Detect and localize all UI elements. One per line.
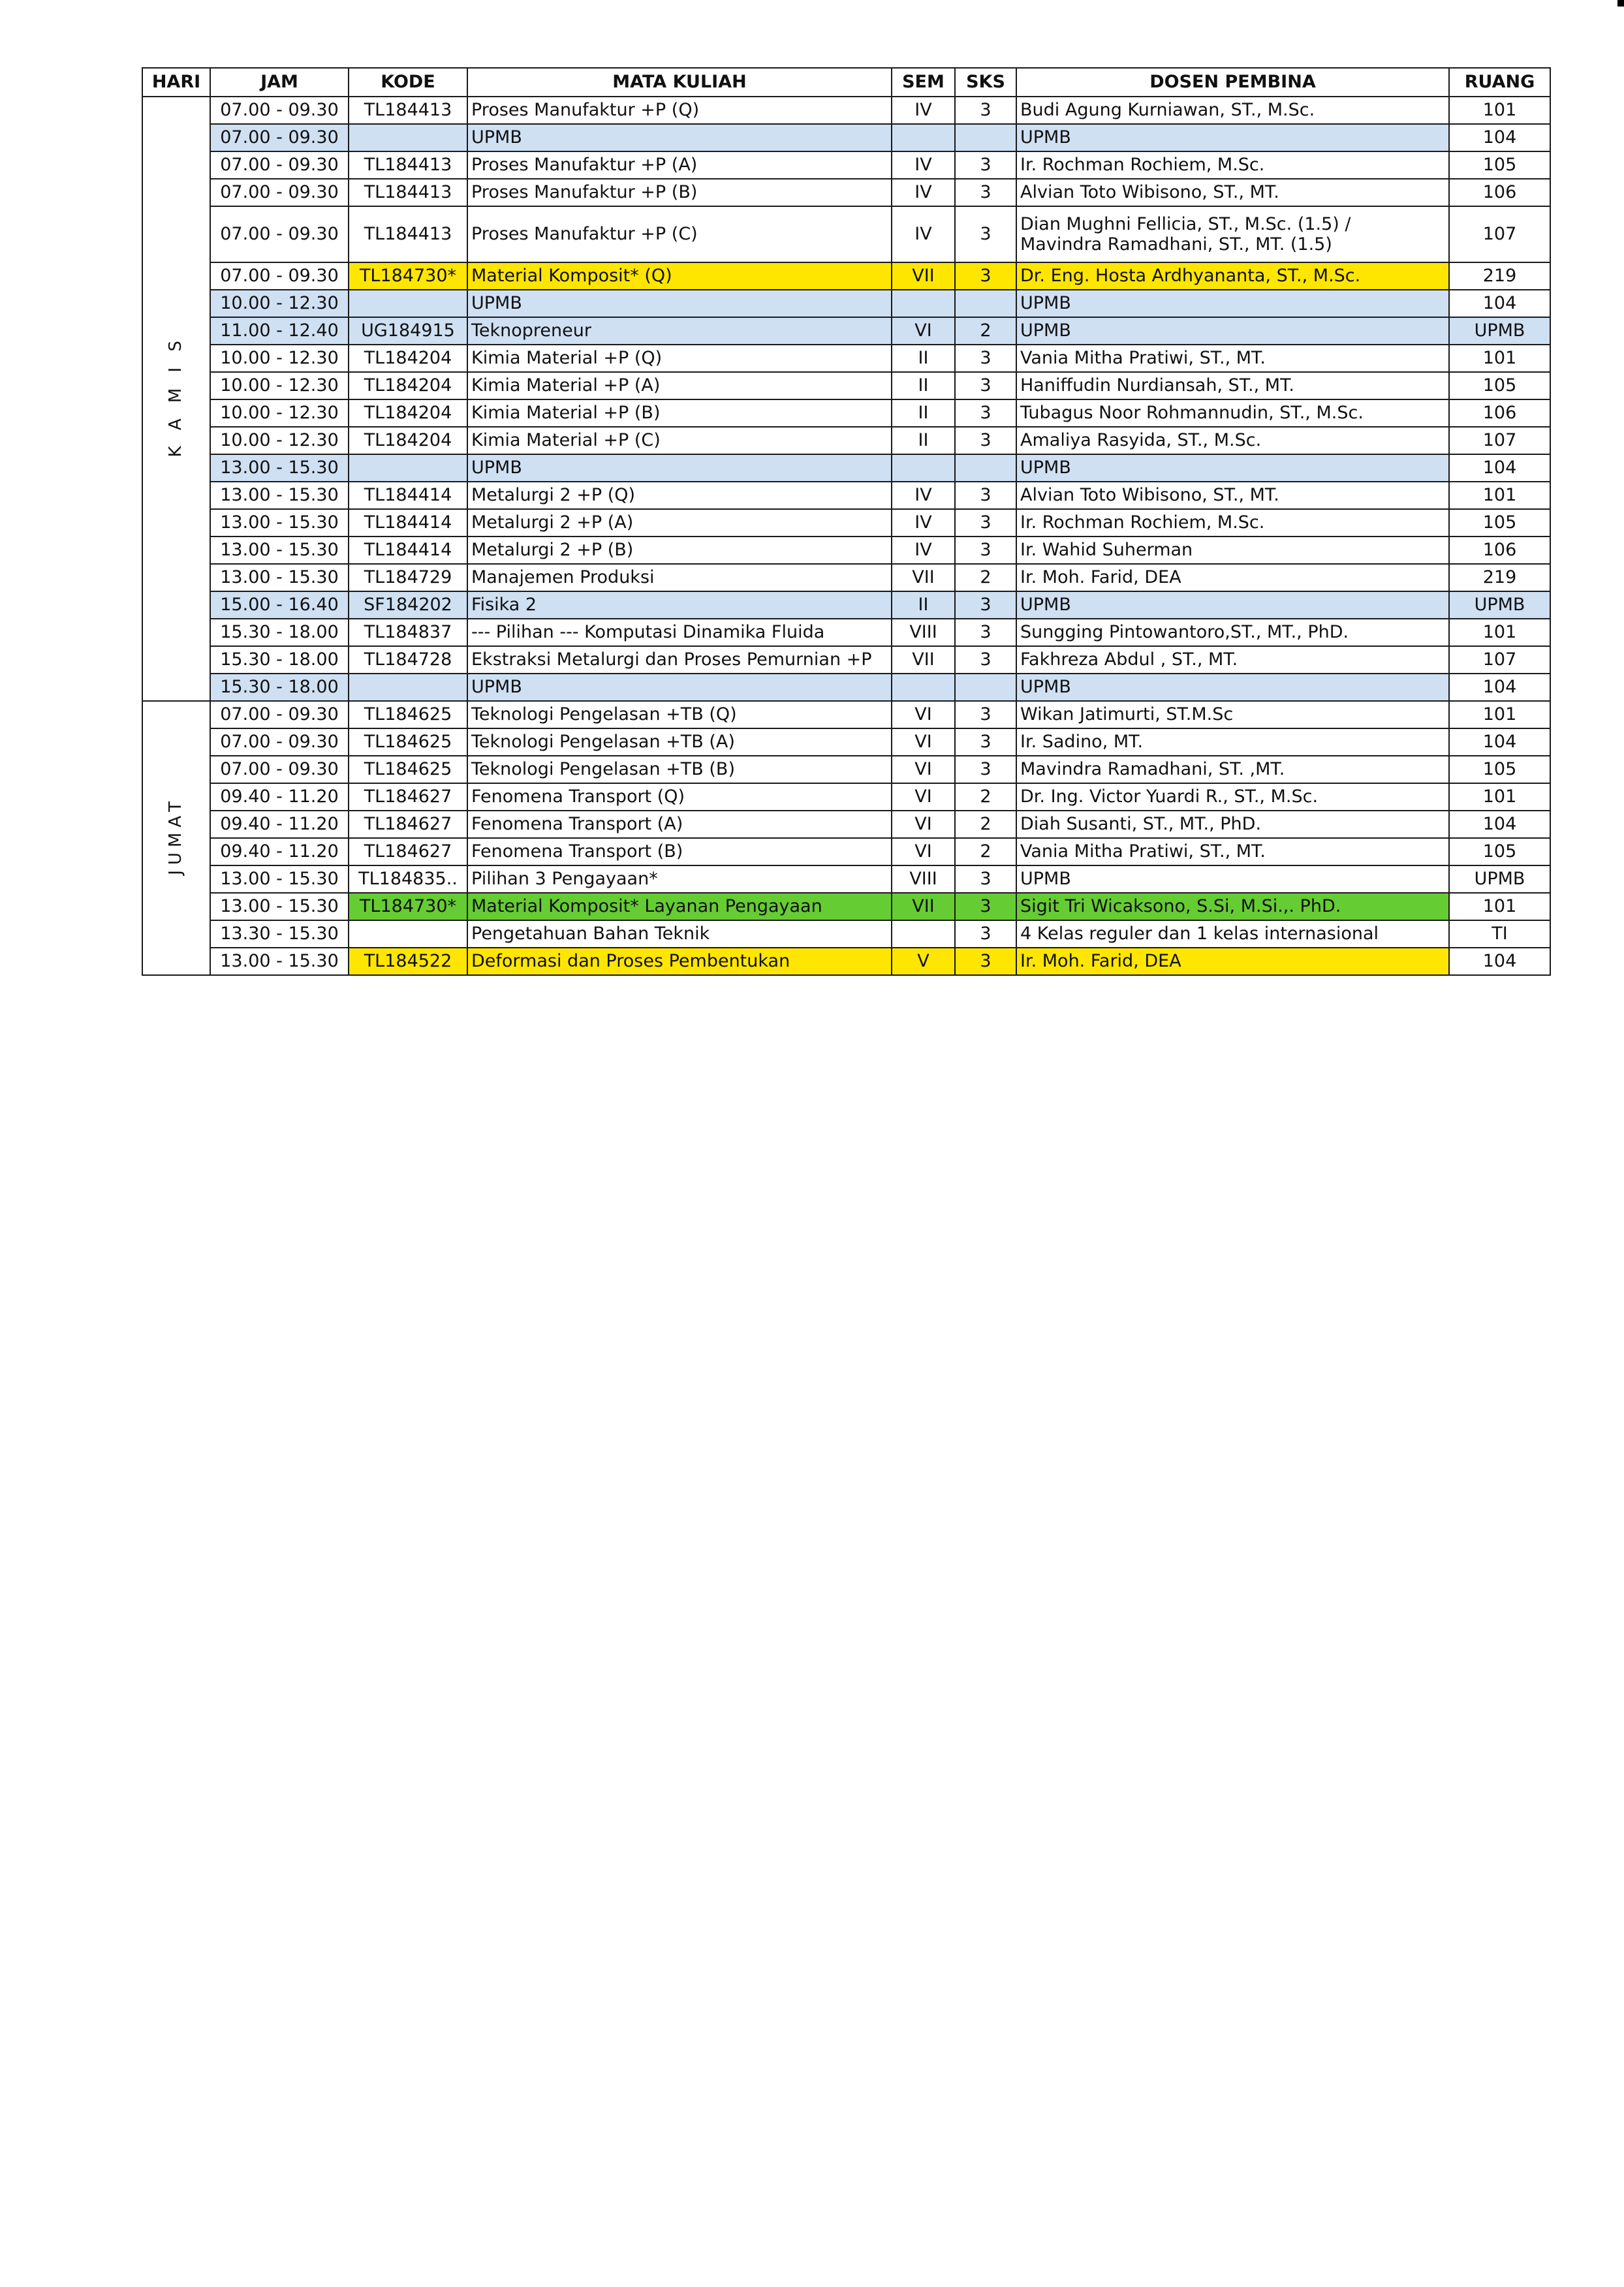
cell-jam: 07.00 - 09.30 (210, 701, 349, 728)
cell-ruang: 106 (1449, 399, 1550, 427)
cell-jam: 13.30 - 15.30 (210, 920, 349, 948)
cell-ruang: UPMB (1449, 317, 1550, 345)
table-row (142, 317, 1550, 345)
table-row (142, 262, 1550, 290)
cell-jam: 07.00 - 09.30 (210, 97, 349, 124)
cell-ruang: UPMB (1449, 591, 1550, 619)
cell-sem: VIII (892, 619, 955, 646)
cell-jam: 15.00 - 16.40 (210, 591, 349, 619)
cell-dosen: Sigit Tri Wicaksono, S.Si, M.Si.,. PhD. (1016, 893, 1449, 920)
header-dosen: DOSEN PEMBINA (1016, 68, 1449, 97)
cell-dosen: Fakhreza Abdul , ST., MT. (1016, 646, 1449, 674)
cell-mata-kuliah: UPMB (467, 674, 892, 701)
cell-kode: TL184730* (349, 893, 467, 920)
table-row (142, 345, 1550, 372)
cell-ruang: 101 (1449, 619, 1550, 646)
cell-ruang: 219 (1449, 564, 1550, 591)
table-row (142, 591, 1550, 619)
cell-sks: 3 (955, 537, 1016, 564)
cell-mata-kuliah: Fenomena Transport (B) (467, 838, 892, 865)
cell-kode (349, 454, 467, 482)
cell-sem (892, 290, 955, 317)
cell-sem: IV (892, 151, 955, 179)
cell-kode: TL184413 (349, 97, 467, 124)
cell-mata-kuliah: --- Pilihan --- Komputasi Dinamika Fluida (467, 619, 892, 646)
table-row (142, 537, 1550, 564)
cell-kode: TL184413 (349, 206, 467, 262)
cell-ruang: 104 (1449, 948, 1550, 975)
cell-kode (349, 124, 467, 151)
cell-sks: 3 (955, 97, 1016, 124)
cell-kode: TL184627 (349, 811, 467, 838)
cell-kode: TL184414 (349, 509, 467, 537)
cell-dosen: Sungging Pintowantoro,ST., MT., PhD. (1016, 619, 1449, 646)
table-row (142, 482, 1550, 509)
cell-mata-kuliah: Kimia Material +P (A) (467, 372, 892, 399)
cell-kode: TL184627 (349, 783, 467, 811)
cell-sks: 3 (955, 701, 1016, 728)
cell-jam: 10.00 - 12.30 (210, 427, 349, 454)
cell-jam: 07.00 - 09.30 (210, 262, 349, 290)
cell-kode: TL184414 (349, 482, 467, 509)
cell-ruang: 107 (1449, 646, 1550, 674)
cell-kode: TL184204 (349, 372, 467, 399)
cell-dosen: UPMB (1016, 865, 1449, 893)
cell-ruang: 101 (1449, 783, 1550, 811)
cell-mata-kuliah: Kimia Material +P (B) (467, 399, 892, 427)
cell-sks: 3 (955, 372, 1016, 399)
table-row (142, 920, 1550, 948)
cell-sem: VII (892, 893, 955, 920)
cell-sem: VII (892, 646, 955, 674)
cell-sem: IV (892, 206, 955, 262)
cell-dosen: Haniffudin Nurdiansah, ST., MT. (1016, 372, 1449, 399)
cell-ruang: 105 (1449, 756, 1550, 783)
cell-jam: 13.00 - 15.30 (210, 537, 349, 564)
cell-jam: 10.00 - 12.30 (210, 345, 349, 372)
header-ruang: RUANG (1449, 68, 1550, 97)
cell-dosen: Ir. Moh. Farid, DEA (1016, 564, 1449, 591)
cell-sks: 3 (955, 345, 1016, 372)
cell-mata-kuliah: Kimia Material +P (Q) (467, 345, 892, 372)
header-row (142, 68, 1550, 97)
cell-sem: VII (892, 262, 955, 290)
header-sem: SEM (892, 68, 955, 97)
table-row (142, 783, 1550, 811)
cell-kode: TL184835.. (349, 865, 467, 893)
table-row (142, 97, 1550, 124)
cell-ruang: TI (1449, 920, 1550, 948)
cell-dosen: Ir. Moh. Farid, DEA (1016, 948, 1449, 975)
cell-mata-kuliah: Kimia Material +P (C) (467, 427, 892, 454)
cell-sem: VI (892, 783, 955, 811)
cell-sks: 3 (955, 728, 1016, 756)
cell-jam: 13.00 - 15.30 (210, 948, 349, 975)
cell-kode: TL184730* (349, 262, 467, 290)
cell-ruang: 107 (1449, 427, 1550, 454)
cell-sks: 3 (955, 427, 1016, 454)
cell-dosen: Ir. Rochman Rochiem, M.Sc. (1016, 509, 1449, 537)
table-row (142, 619, 1550, 646)
dosen-line-2: Mavindra Ramadhani, ST., MT. (1.5) (1020, 234, 1332, 255)
table-row (142, 509, 1550, 537)
cell-jam: 09.40 - 11.20 (210, 783, 349, 811)
cell-sks: 3 (955, 646, 1016, 674)
cell-mata-kuliah: UPMB (467, 454, 892, 482)
day-kamis (142, 97, 210, 701)
cell-jam: 07.00 - 09.30 (210, 124, 349, 151)
cell-mata-kuliah: Metalurgi 2 +P (A) (467, 509, 892, 537)
cell-mata-kuliah: Fisika 2 (467, 591, 892, 619)
cell-jam: 13.00 - 15.30 (210, 564, 349, 591)
cell-ruang: 105 (1449, 372, 1550, 399)
cell-kode: TL184728 (349, 646, 467, 674)
day-jumat (142, 701, 210, 975)
cell-jam: 13.00 - 15.30 (210, 893, 349, 920)
cell-mata-kuliah: Proses Manufaktur +P (Q) (467, 97, 892, 124)
cell-kode: TL184413 (349, 151, 467, 179)
cell-jam: 07.00 - 09.30 (210, 206, 349, 262)
cell-dosen: Ir. Sadino, MT. (1016, 728, 1449, 756)
cell-ruang: 101 (1449, 345, 1550, 372)
cell-dosen: Wikan Jatimurti, ST.M.Sc (1016, 701, 1449, 728)
cell-dosen: Dr. Ing. Victor Yuardi R., ST., M.Sc. (1016, 783, 1449, 811)
cell-kode: TL184414 (349, 537, 467, 564)
cell-sem: II (892, 591, 955, 619)
cell-mata-kuliah: Teknologi Pengelasan +TB (A) (467, 728, 892, 756)
table-row (142, 948, 1550, 975)
cell-sem: VI (892, 728, 955, 756)
cell-kode: TL184204 (349, 427, 467, 454)
cell-sem: VI (892, 811, 955, 838)
cell-sks: 3 (955, 619, 1016, 646)
cell-dosen: Dr. Eng. Hosta Ardhyananta, ST., M.Sc. (1016, 262, 1449, 290)
header-mata-kuliah: MATA KULIAH (467, 68, 892, 97)
cell-jam: 10.00 - 12.30 (210, 372, 349, 399)
table-row (142, 290, 1550, 317)
cell-sks (955, 674, 1016, 701)
cell-mata-kuliah: Proses Manufaktur +P (C) (467, 206, 892, 262)
cell-sks: 3 (955, 591, 1016, 619)
table-row (142, 646, 1550, 674)
cell-dosen: Diah Susanti, ST., MT., PhD. (1016, 811, 1449, 838)
cell-sks: 3 (955, 262, 1016, 290)
cell-sks: 3 (955, 920, 1016, 948)
table-row (142, 206, 1550, 262)
cell-mata-kuliah: Teknopreneur (467, 317, 892, 345)
table-row (142, 372, 1550, 399)
cell-kode: TL184627 (349, 838, 467, 865)
table-row (142, 427, 1550, 454)
cell-ruang: 106 (1449, 179, 1550, 206)
header-kode: KODE (349, 68, 467, 97)
cell-mata-kuliah: Proses Manufaktur +P (B) (467, 179, 892, 206)
cell-dosen: Mavindra Ramadhani, ST. ,MT. (1016, 756, 1449, 783)
cell-sks: 3 (955, 206, 1016, 262)
cell-jam: 07.00 - 09.30 (210, 728, 349, 756)
cell-ruang: 101 (1449, 97, 1550, 124)
cell-dosen: UPMB (1016, 317, 1449, 345)
cell-sks (955, 124, 1016, 151)
cell-jam: 15.30 - 18.00 (210, 646, 349, 674)
cell-ruang: 104 (1449, 811, 1550, 838)
cell-sem: II (892, 399, 955, 427)
cell-mata-kuliah: Material Komposit* (Q) (467, 262, 892, 290)
cell-dosen: Amaliya Rasyida, ST., M.Sc. (1016, 427, 1449, 454)
cell-ruang: 105 (1449, 151, 1550, 179)
cell-kode: TL184625 (349, 756, 467, 783)
cell-sks: 3 (955, 482, 1016, 509)
cell-kode: TL184625 (349, 701, 467, 728)
table-row (142, 674, 1550, 701)
table-row (142, 179, 1550, 206)
cell-jam: 11.00 - 12.40 (210, 317, 349, 345)
cell-dosen: Tubagus Noor Rohmannudin, ST., M.Sc. (1016, 399, 1449, 427)
cell-kode: TL184204 (349, 345, 467, 372)
table-row (142, 124, 1550, 151)
cell-sks: 2 (955, 811, 1016, 838)
cell-kode (349, 290, 467, 317)
scan-corner-mark (1617, 0, 1624, 7)
cell-jam: 09.40 - 11.20 (210, 838, 349, 865)
cell-ruang: 104 (1449, 124, 1550, 151)
cell-sks: 3 (955, 948, 1016, 975)
cell-sks: 2 (955, 317, 1016, 345)
cell-mata-kuliah: Pengetahuan Bahan Teknik (467, 920, 892, 948)
cell-mata-kuliah: Metalurgi 2 +P (B) (467, 537, 892, 564)
cell-sem: V (892, 948, 955, 975)
cell-mata-kuliah: Ekstraksi Metalurgi dan Proses Pemurnian +P (467, 646, 892, 674)
table-row (142, 151, 1550, 179)
cell-jam: 09.40 - 11.20 (210, 811, 349, 838)
cell-dosen: UPMB (1016, 124, 1449, 151)
cell-sem: VI (892, 701, 955, 728)
cell-ruang: 106 (1449, 537, 1550, 564)
cell-dosen: UPMB (1016, 591, 1449, 619)
table-row (142, 728, 1550, 756)
cell-mata-kuliah: Teknologi Pengelasan +TB (Q) (467, 701, 892, 728)
cell-sem: VII (892, 564, 955, 591)
table-row (142, 893, 1550, 920)
cell-jam: 13.00 - 15.30 (210, 865, 349, 893)
cell-sem: II (892, 372, 955, 399)
cell-ruang: 107 (1449, 206, 1550, 262)
cell-sem: IV (892, 179, 955, 206)
cell-kode: TL184625 (349, 728, 467, 756)
cell-mata-kuliah: Fenomena Transport (A) (467, 811, 892, 838)
cell-sem (892, 674, 955, 701)
table-row (142, 399, 1550, 427)
cell-jam: 15.30 - 18.00 (210, 619, 349, 646)
header-jam: JAM (210, 68, 349, 97)
cell-mata-kuliah: Metalurgi 2 +P (Q) (467, 482, 892, 509)
dosen-line-1: Dian Mughni Fellicia, ST., M.Sc. (1.5) / (1020, 213, 1351, 234)
cell-sks: 3 (955, 865, 1016, 893)
table-row (142, 756, 1550, 783)
table-row (142, 701, 1550, 728)
cell-kode: TL184837 (349, 619, 467, 646)
cell-ruang: 101 (1449, 701, 1550, 728)
cell-sem (892, 124, 955, 151)
cell-ruang: UPMB (1449, 865, 1550, 893)
cell-sks: 2 (955, 564, 1016, 591)
cell-sks: 3 (955, 509, 1016, 537)
table-row (142, 838, 1550, 865)
cell-mata-kuliah: Material Komposit* Layanan Pengayaan (467, 893, 892, 920)
cell-mata-kuliah: Deformasi dan Proses Pembentukan (467, 948, 892, 975)
cell-sem (892, 454, 955, 482)
cell-dosen: Alvian Toto Wibisono, ST., MT. (1016, 179, 1449, 206)
cell-sks: 2 (955, 838, 1016, 865)
cell-jam: 15.30 - 18.00 (210, 674, 349, 701)
cell-mata-kuliah: Teknologi Pengelasan +TB (B) (467, 756, 892, 783)
cell-sem: VIII (892, 865, 955, 893)
cell-kode: TL184204 (349, 399, 467, 427)
cell-ruang: 101 (1449, 893, 1550, 920)
cell-sem: IV (892, 537, 955, 564)
cell-sks (955, 454, 1016, 482)
cell-sks: 3 (955, 179, 1016, 206)
cell-ruang: 104 (1449, 728, 1550, 756)
cell-jam: 13.00 - 15.30 (210, 482, 349, 509)
cell-dosen: Ir. Rochman Rochiem, M.Sc. (1016, 151, 1449, 179)
cell-sks: 2 (955, 783, 1016, 811)
cell-mata-kuliah: Pilihan 3 Pengayaan* (467, 865, 892, 893)
cell-sks: 3 (955, 756, 1016, 783)
cell-mata-kuliah: Fenomena Transport (Q) (467, 783, 892, 811)
cell-dosen: Vania Mitha Pratiwi, ST., MT. (1016, 345, 1449, 372)
cell-dosen: UPMB (1016, 674, 1449, 701)
cell-sem: VI (892, 317, 955, 345)
table-row (142, 811, 1550, 838)
cell-ruang: 219 (1449, 262, 1550, 290)
table-row (142, 454, 1550, 482)
cell-mata-kuliah: Proses Manufaktur +P (A) (467, 151, 892, 179)
cell-sem: VI (892, 838, 955, 865)
table-row (142, 865, 1550, 893)
cell-jam: 07.00 - 09.30 (210, 756, 349, 783)
cell-kode (349, 920, 467, 948)
cell-sem: IV (892, 509, 955, 537)
cell-sem: IV (892, 482, 955, 509)
cell-dosen: 4 Kelas reguler dan 1 kelas internasional (1016, 920, 1449, 948)
cell-ruang: 104 (1449, 454, 1550, 482)
cell-sem (892, 920, 955, 948)
day-label: JUMAT (166, 796, 186, 875)
cell-sks: 3 (955, 893, 1016, 920)
cell-sem: II (892, 345, 955, 372)
cell-jam: 13.00 - 15.30 (210, 509, 349, 537)
cell-dosen: Budi Agung Kurniawan, ST., M.Sc. (1016, 97, 1449, 124)
cell-sks (955, 290, 1016, 317)
cell-kode: TL184522 (349, 948, 467, 975)
cell-sem: VI (892, 756, 955, 783)
header-hari: HARI (142, 68, 210, 97)
cell-sks: 3 (955, 399, 1016, 427)
cell-sks: 3 (955, 151, 1016, 179)
cell-ruang: 104 (1449, 290, 1550, 317)
cell-mata-kuliah: Manajemen Produksi (467, 564, 892, 591)
cell-jam: 13.00 - 15.30 (210, 454, 349, 482)
cell-kode: TL184729 (349, 564, 467, 591)
cell-jam: 07.00 - 09.30 (210, 151, 349, 179)
cell-dosen: Alvian Toto Wibisono, ST., MT. (1016, 482, 1449, 509)
cell-jam: 07.00 - 09.30 (210, 179, 349, 206)
schedule-table (142, 67, 1551, 976)
cell-ruang: 101 (1449, 482, 1550, 509)
cell-sem: II (892, 427, 955, 454)
cell-kode: UG184915 (349, 317, 467, 345)
cell-kode (349, 674, 467, 701)
cell-jam: 10.00 - 12.30 (210, 290, 349, 317)
day-label: K A M I S (166, 335, 186, 458)
table-row (142, 564, 1550, 591)
cell-dosen: Ir. Wahid Suherman (1016, 537, 1449, 564)
cell-dosen (1016, 206, 1449, 262)
header-sks: SKS (955, 68, 1016, 97)
cell-dosen: UPMB (1016, 290, 1449, 317)
cell-ruang: 105 (1449, 838, 1550, 865)
cell-kode: SF184202 (349, 591, 467, 619)
cell-dosen: Vania Mitha Pratiwi, ST., MT. (1016, 838, 1449, 865)
cell-jam: 10.00 - 12.30 (210, 399, 349, 427)
cell-mata-kuliah: UPMB (467, 124, 892, 151)
cell-ruang: 105 (1449, 509, 1550, 537)
cell-dosen: UPMB (1016, 454, 1449, 482)
cell-ruang: 104 (1449, 674, 1550, 701)
cell-mata-kuliah: UPMB (467, 290, 892, 317)
cell-sem: IV (892, 97, 955, 124)
cell-kode: TL184413 (349, 179, 467, 206)
